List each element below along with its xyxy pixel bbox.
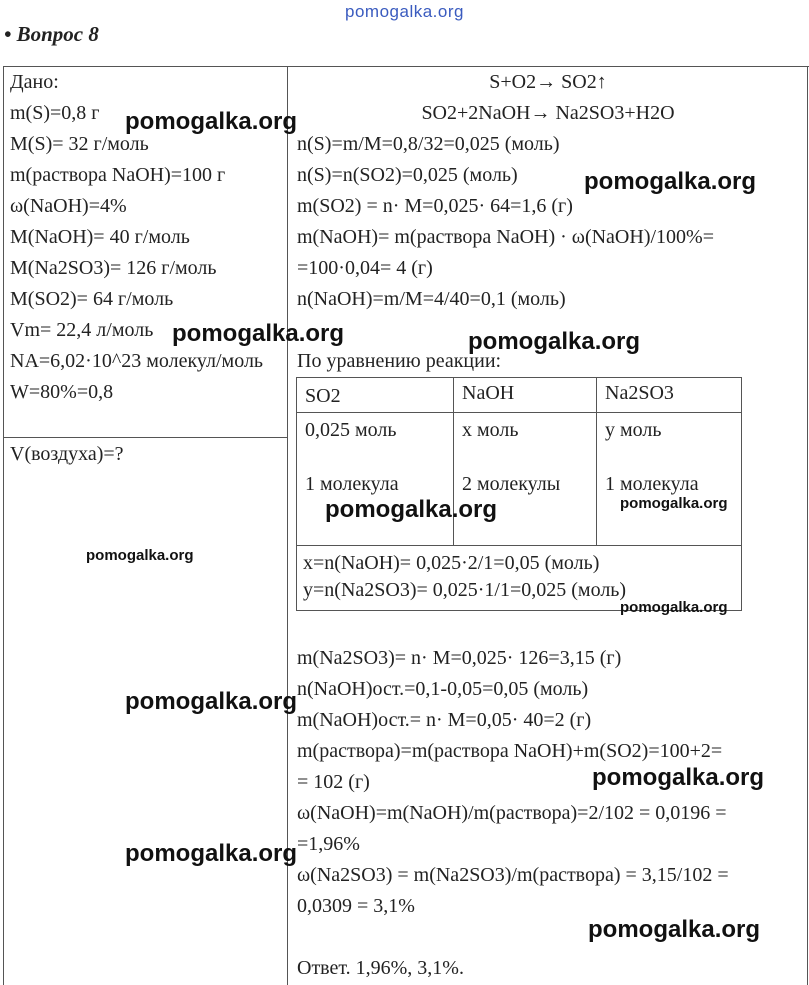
- table-formula-y: y=n(Na2SO3)= 0,025·1/1=0,025 (моль): [303, 579, 627, 601]
- sol-line-8: m(Na2SO3)= n· M=0,025· 126=3,15 (г): [297, 647, 622, 669]
- site-watermark-top: pomogalka.org: [345, 2, 464, 21]
- watermark: pomogalka.org: [592, 764, 765, 791]
- question-title: • Вопрос 8: [4, 22, 99, 46]
- inner-table-left: [296, 377, 297, 611]
- sol-line-7: По уравнению реакции:: [297, 350, 502, 372]
- inner-table-row1: [296, 412, 742, 413]
- sol-line-9: n(NaOH)ост.=0,1-0,05=0,05 (моль): [297, 678, 589, 700]
- watermark: pomogalka.org: [588, 916, 761, 943]
- given-M-SO2: M(SO2)= 64 г/моль: [10, 288, 174, 310]
- sol-line-6: n(NaOH)=m/M=4/40=0,1 (моль): [297, 288, 566, 310]
- watermark: pomogalka.org: [125, 840, 298, 867]
- inner-table-col2: [596, 377, 597, 545]
- frame-top: [3, 66, 809, 67]
- sol-line-11: m(раствора)=m(раствора NaOH)+m(SO2)=100+2=: [297, 740, 723, 762]
- sol-line-1: n(S)=m/M=0,8/32=0,025 (моль): [297, 133, 560, 155]
- watermark: pomogalka.org: [125, 688, 298, 715]
- sol-line-3: m(SO2) = n· M=0,025· 64=1,6 (г): [297, 195, 573, 217]
- table-header-so2: SO2: [305, 385, 341, 407]
- watermark: pomogalka.org: [325, 496, 498, 523]
- table-formula-x: x=n(NaOH)= 0,025·2/1=0,05 (моль): [303, 552, 600, 574]
- given-MS: M(S)= 32 г/моль: [10, 133, 149, 155]
- given-m-solution: m(раствора NaOH)=100 г: [10, 164, 226, 186]
- watermark: pomogalka.org: [468, 328, 641, 355]
- given-mS: m(S)=0,8 г: [10, 102, 100, 124]
- frame-left: [3, 66, 4, 985]
- table-cell-r2c1: 1 молекула: [305, 473, 399, 495]
- inner-table-right: [741, 377, 742, 611]
- inner-table-top: [296, 377, 742, 378]
- given-find-divider: [3, 437, 288, 438]
- sol-line-4: m(NaOH)= m(раствора NaOH) · ω(NaOH)/100%=: [297, 226, 714, 248]
- table-cell-r1c1: 0,025 моль: [305, 419, 397, 441]
- sol-line-15: ω(Na2SO3) = m(Na2SO3)/m(раствора) = 3,15/102 =: [297, 864, 729, 886]
- watermark: pomogalka.org: [584, 168, 757, 195]
- watermark: pomogalka.org: [86, 547, 194, 564]
- given-NA: NA=6,02·10^23 молекул/моль: [10, 350, 264, 372]
- answer: Ответ. 1,96%, 3,1%.: [297, 957, 464, 979]
- watermark: pomogalka.org: [125, 108, 298, 135]
- sol-line-12: = 102 (г): [297, 771, 370, 793]
- given-omega: ω(NaOH)=4%: [10, 195, 127, 217]
- table-cell-r1c2: x моль: [462, 419, 519, 441]
- inner-table-row2: [296, 545, 742, 546]
- given-W: W=80%=0,8: [10, 381, 114, 403]
- sol-line-2: n(S)=n(SO2)=0,025 (моль): [297, 164, 518, 186]
- watermark: pomogalka.org: [172, 320, 345, 347]
- equation-2: SO2+2NaOH→ Na2SO3+H2O: [421, 102, 675, 124]
- watermark: pomogalka.org: [620, 495, 728, 512]
- sol-line-13: ω(NaOH)=m(NaOH)/m(раствора)=2/102 = 0,0196 =: [297, 802, 727, 824]
- equation-1: S+O2→ SO2↑: [489, 71, 607, 93]
- given-Vm: Vm= 22,4 л/моль: [10, 319, 154, 341]
- table-header-naoh: NaOH: [462, 382, 515, 404]
- sol-line-5: =100·0,04= 4 (г): [297, 257, 433, 279]
- sol-line-14: =1,96%: [297, 833, 360, 855]
- table-cell-r2c2: 2 молекулы: [462, 473, 561, 495]
- table-cell-r2c3: 1 молекула: [605, 473, 699, 495]
- table-header-na2so3: Na2SO3: [605, 382, 674, 404]
- sol-line-10: m(NaOH)ост.= n· M=0,05· 40=2 (г): [297, 709, 592, 731]
- given-M-NaOH: M(NaOH)= 40 г/моль: [10, 226, 190, 248]
- frame-right: [807, 66, 808, 985]
- sol-line-16: 0,0309 = 3,1%: [297, 895, 415, 917]
- given-heading: Дано:: [10, 71, 59, 93]
- given-M-Na2SO3: M(Na2SO3)= 126 г/моль: [10, 257, 217, 279]
- watermark: pomogalka.org: [620, 599, 728, 616]
- table-cell-r1c3: y моль: [605, 419, 662, 441]
- given-find: V(воздуха)=?: [10, 443, 124, 465]
